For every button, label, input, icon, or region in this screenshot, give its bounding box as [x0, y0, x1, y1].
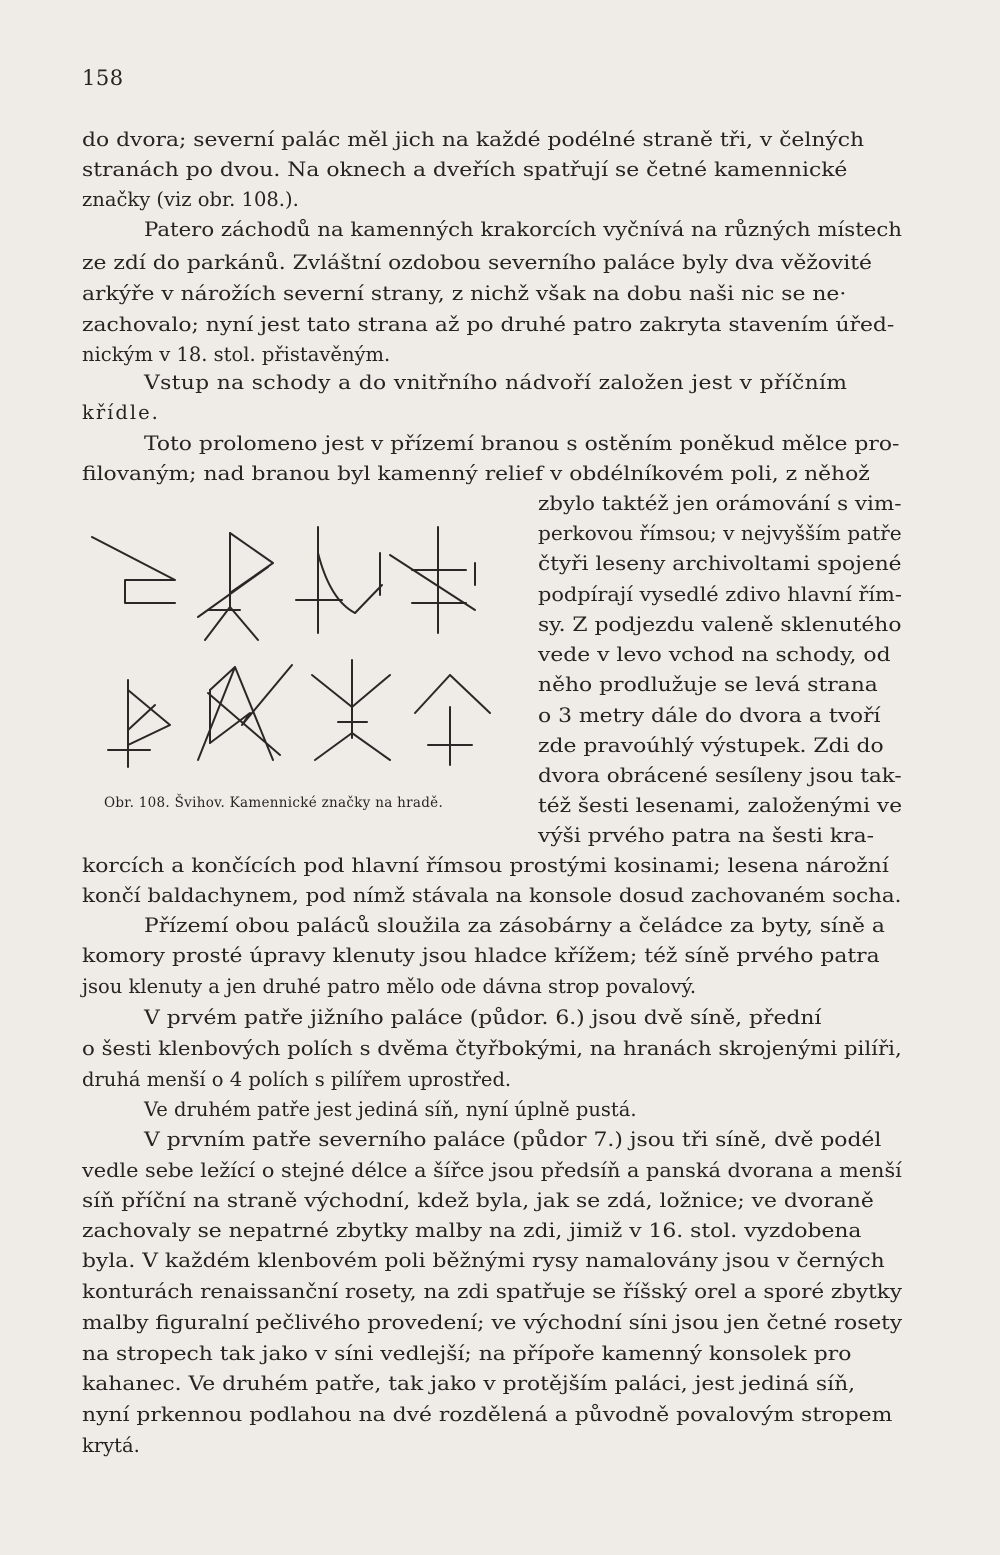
text-line: V prvním patře severního paláce (půdor 7.) jsou tři síně, dvě podél	[144, 1128, 882, 1151]
text-line: Vstup na schody a do vnitřního nádvoří založen jest v příčním	[144, 371, 848, 394]
text-line: výši prvého patra na šesti kra-	[538, 824, 874, 847]
text-line: dvora obrácené sesíleny jsou tak-	[538, 764, 902, 787]
text-line: druhá menší o 4 polích s pilířem uprostřed.	[82, 1068, 512, 1091]
figure-caption: Obr. 108. Švihov. Kamennické značky na hradě.	[104, 795, 444, 811]
text-line: nyní prkennou podlahou na dvé rozdělená a původně povalovým stropem	[82, 1403, 893, 1426]
text-line: jsou klenuty a jen druhé patro mělo ode dávna strop povalový.	[82, 975, 697, 998]
text-line: síň příční na straně východní, kdež byla, jak se zdá, ložnice; ve dvoraně	[82, 1189, 874, 1212]
text-line: něho prodlužuje se levá strana	[538, 673, 878, 696]
mark-6	[198, 665, 292, 760]
text-line: korcích a končících pod hlavní římsou prostými kosinami; lesena nárožní	[82, 854, 889, 877]
text-line: perkovou římsou; v nejvyšším patře	[538, 522, 902, 545]
mark-1	[92, 537, 175, 603]
text-line: sy. Z podjezdu valeně sklenutého	[538, 613, 902, 636]
text-line: zachovalo; nyní jest tato strana až po druhé patro zakryta stavením úřed-	[82, 313, 895, 336]
mark-7	[312, 660, 390, 760]
masons-marks-illustration	[90, 515, 510, 785]
text-line: Ve druhém patře jest jediná síň, nyní úplně pustá.	[144, 1098, 637, 1121]
text-line: křídle.	[82, 401, 160, 424]
text-line: na stropech tak jako v síni vedlejší; na přípoře kamenný konsolek pro	[82, 1342, 852, 1365]
text-line: končí baldachynem, pod nímž stávala na konsole dosud zachovaném socha.	[82, 884, 902, 907]
text-line: filovaným; nad branou byl kamenný relief v obdélníkovém poli, z něhož	[82, 462, 870, 485]
masons-marks-figure	[90, 515, 510, 785]
mark-2	[198, 533, 273, 640]
text-line: arkýře v nárožích severní strany, z nichž však na dobu naši nic se ne·	[82, 282, 847, 305]
text-line: nickým v 18. stol. přistavěným.	[82, 343, 391, 366]
text-line: do dvora; severní palác měl jich na každé podélné straně tři, v čelných	[82, 128, 865, 151]
mark-4	[380, 527, 475, 633]
text-line: V prvém patře jižního paláce (půdor. 6.) jsou dvě síně, přední	[144, 1006, 822, 1029]
text-line: vedle sebe ležící o stejné délce a šířce jsou předsíň a panská dvorana a menší	[82, 1159, 902, 1182]
text-line: zde pravoúhlý výstupek. Zdi do	[538, 734, 884, 757]
text-line: ze zdí do parkánů. Zvláštní ozdobou severního paláce byly dva věžovité	[82, 251, 872, 274]
mark-8	[415, 675, 490, 765]
text-line: stranách po dvou. Na oknech a dveřích spatřují se četné kamennické	[82, 158, 848, 181]
text-line: zbylo taktéž jen orámování s vim-	[538, 492, 902, 515]
text-line: o 3 metry dále do dvora a tvoří	[538, 704, 881, 727]
text-line: značky (viz obr. 108.).	[82, 188, 299, 211]
mark-5	[108, 680, 170, 767]
text-line: Patero záchodů na kamenných krakorcích vyčnívá na různých místech	[144, 218, 902, 241]
text-line: krytá.	[82, 1434, 140, 1457]
text-line: komory prosté úpravy klenuty jsou hladce křížem; též síně prvého patra	[82, 944, 880, 967]
text-line: byla. V každém klenbovém poli běžnými rysy namalovány jsou v černých	[82, 1249, 885, 1272]
text-line: konturách renaissanční rosety, na zdi spatřuje se říšský orel a sporé zbytky	[82, 1280, 902, 1303]
text-line: vede v levo vchod na schody, od	[538, 643, 891, 666]
text-line: Toto prolomeno jest v přízemí branou s ostěním poněkud mělce pro-	[144, 432, 900, 455]
text-line: podpírají vysedlé zdivo hlavní řím-	[538, 583, 902, 606]
text-line: zachovaly se nepatrné zbytky malby na zdi, jimiž v 16. stol. vyzdobena	[82, 1219, 862, 1242]
text-line: Přízemí obou paláců sloužila za zásobárny a čeládce za byty, síně a	[144, 914, 885, 937]
mark-3	[296, 527, 382, 633]
text-line: čtyři leseny archivoltami spojené	[538, 552, 902, 575]
page-number: 158	[82, 66, 124, 90]
text-line: též šesti lesenami, založenými ve	[538, 794, 903, 817]
text-line: o šesti klenbových polích s dvěma čtyřbokými, na hranách skrojenými pilíři,	[82, 1037, 902, 1060]
text-line: kahanec. Ve druhém patře, tak jako v protějším paláci, jest jediná síň,	[82, 1372, 856, 1395]
text-line: malby figuralní pečlivého provedení; ve východní síni jsou jen četné rosety	[82, 1311, 903, 1334]
